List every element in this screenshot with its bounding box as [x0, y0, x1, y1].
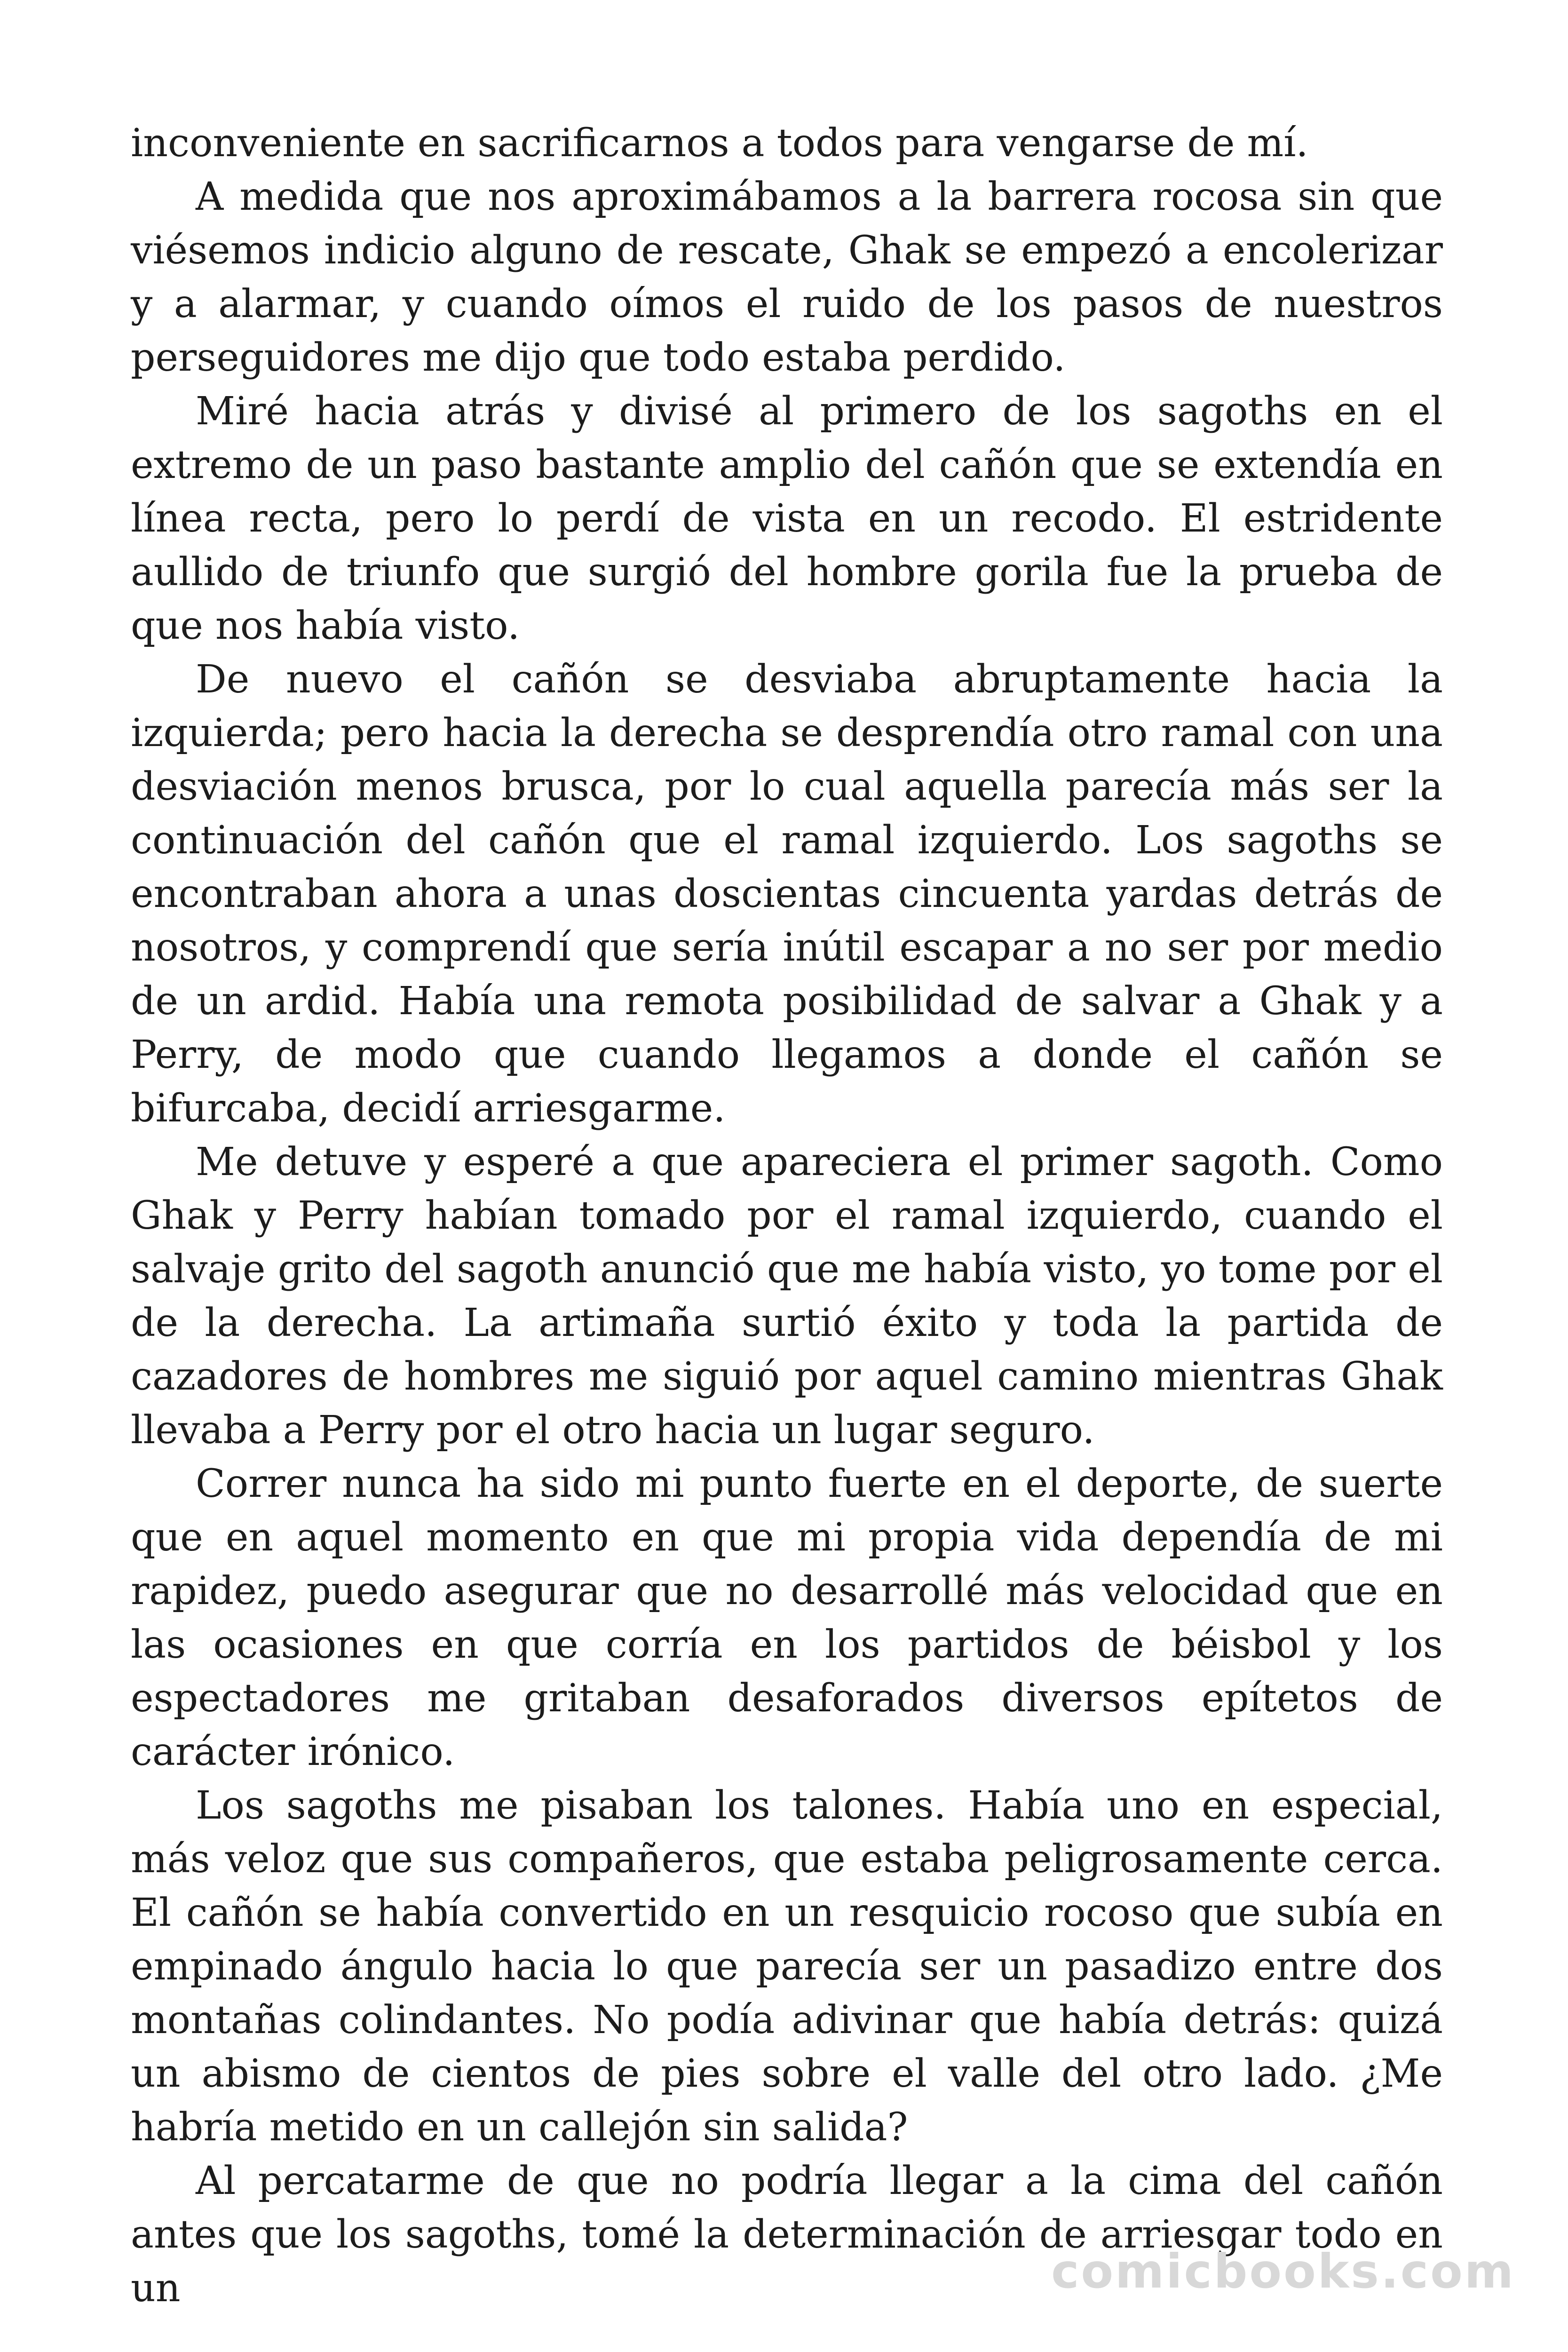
paragraph-4: De nuevo el cañón se desviaba abruptamente hacia la izquierda; pero hacia la derecha se desprendía otro ramal con una desviación menos brusca, por lo cual aquella parecía más ser la continuación del cañón que el ramal izquierdo. Los sagoths se encontraban ahora a unas doscientas cincuenta yardas detrás de nosotros, y comprendí que sería inútil escapar a no ser por medio de un ardid. Había una remota posibilidad de salvar a Ghak y a Perry, de modo que cuando llegamos a donde el cañón se bifurcaba, decidí arriesgarme.	[131, 657, 1443, 1131]
paragraph-3: Miré hacia atrás y divisé al primero de los sagoths en el extremo de un paso bastante amplio del cañón que se extendía en línea recta, pero lo perdí de vista en un recodo. El estridente aullido de triunfo que surgió del hombre gorila fue la prueba de que nos había visto.	[131, 389, 1443, 648]
paragraph-2: A medida que nos aproximábamos a la barrera rocosa sin que viésemos indicio alguno de rescate, Ghak se empezó a encolerizar y a alarmar, y cuando oímos el ruido de los pasos de nuestros perseguidores me dijo que todo estaba perdido.	[131, 175, 1443, 380]
book-page-body	[131, 117, 1443, 2315]
site-watermark: comicbooks.com	[1051, 2244, 1515, 2299]
paragraph-8: Al percatarme de que no podría llegar a la cima del cañón antes que los sagoths, tomé la determinación de arriesgar todo en un	[131, 2159, 1443, 2311]
paragraph-5: Me detuve y esperé a que apareciera el primer sagoth. Como Ghak y Perry habían tomado por el ramal izquierdo, cuando el salvaje grito del sagoth anunció que me había visto, yo tome por el de la derecha. La artimaña surtió éxito y toda la partida de cazadores de hombres me siguió por aquel camino mientras Ghak llevaba a Perry por el otro hacia un lugar seguro.	[131, 1140, 1443, 1453]
paragraph-6: Correr nunca ha sido mi punto fuerte en el deporte, de suerte que en aquel momento en que mi propia vida dependía de mi rapidez, puedo asegurar que no desarrollé más velocidad que en las ocasiones en que corría en los partidos de béisbol y los espectadores me gritaban desaforados diversos epítetos de carácter irónico.	[131, 1462, 1443, 1774]
paragraph-1: inconveniente en sacrificarnos a todos para vengarse de mí.	[131, 121, 1308, 166]
paragraph-7: Los sagoths me pisaban los talones. Había uno en especial, más veloz que sus compañeros, que estaba peligrosamente cerca. El cañón se había convertido en un resquicio rocoso que subía en empinado ángulo hacia lo que parecía ser un pasadizo entre dos montañas colindantes. No podía adivinar que había detrás: quizá un abismo de cientos de pies sobre el valle del otro lado. ¿Me habría metido en un callejón sin salida?	[131, 1783, 1443, 2150]
